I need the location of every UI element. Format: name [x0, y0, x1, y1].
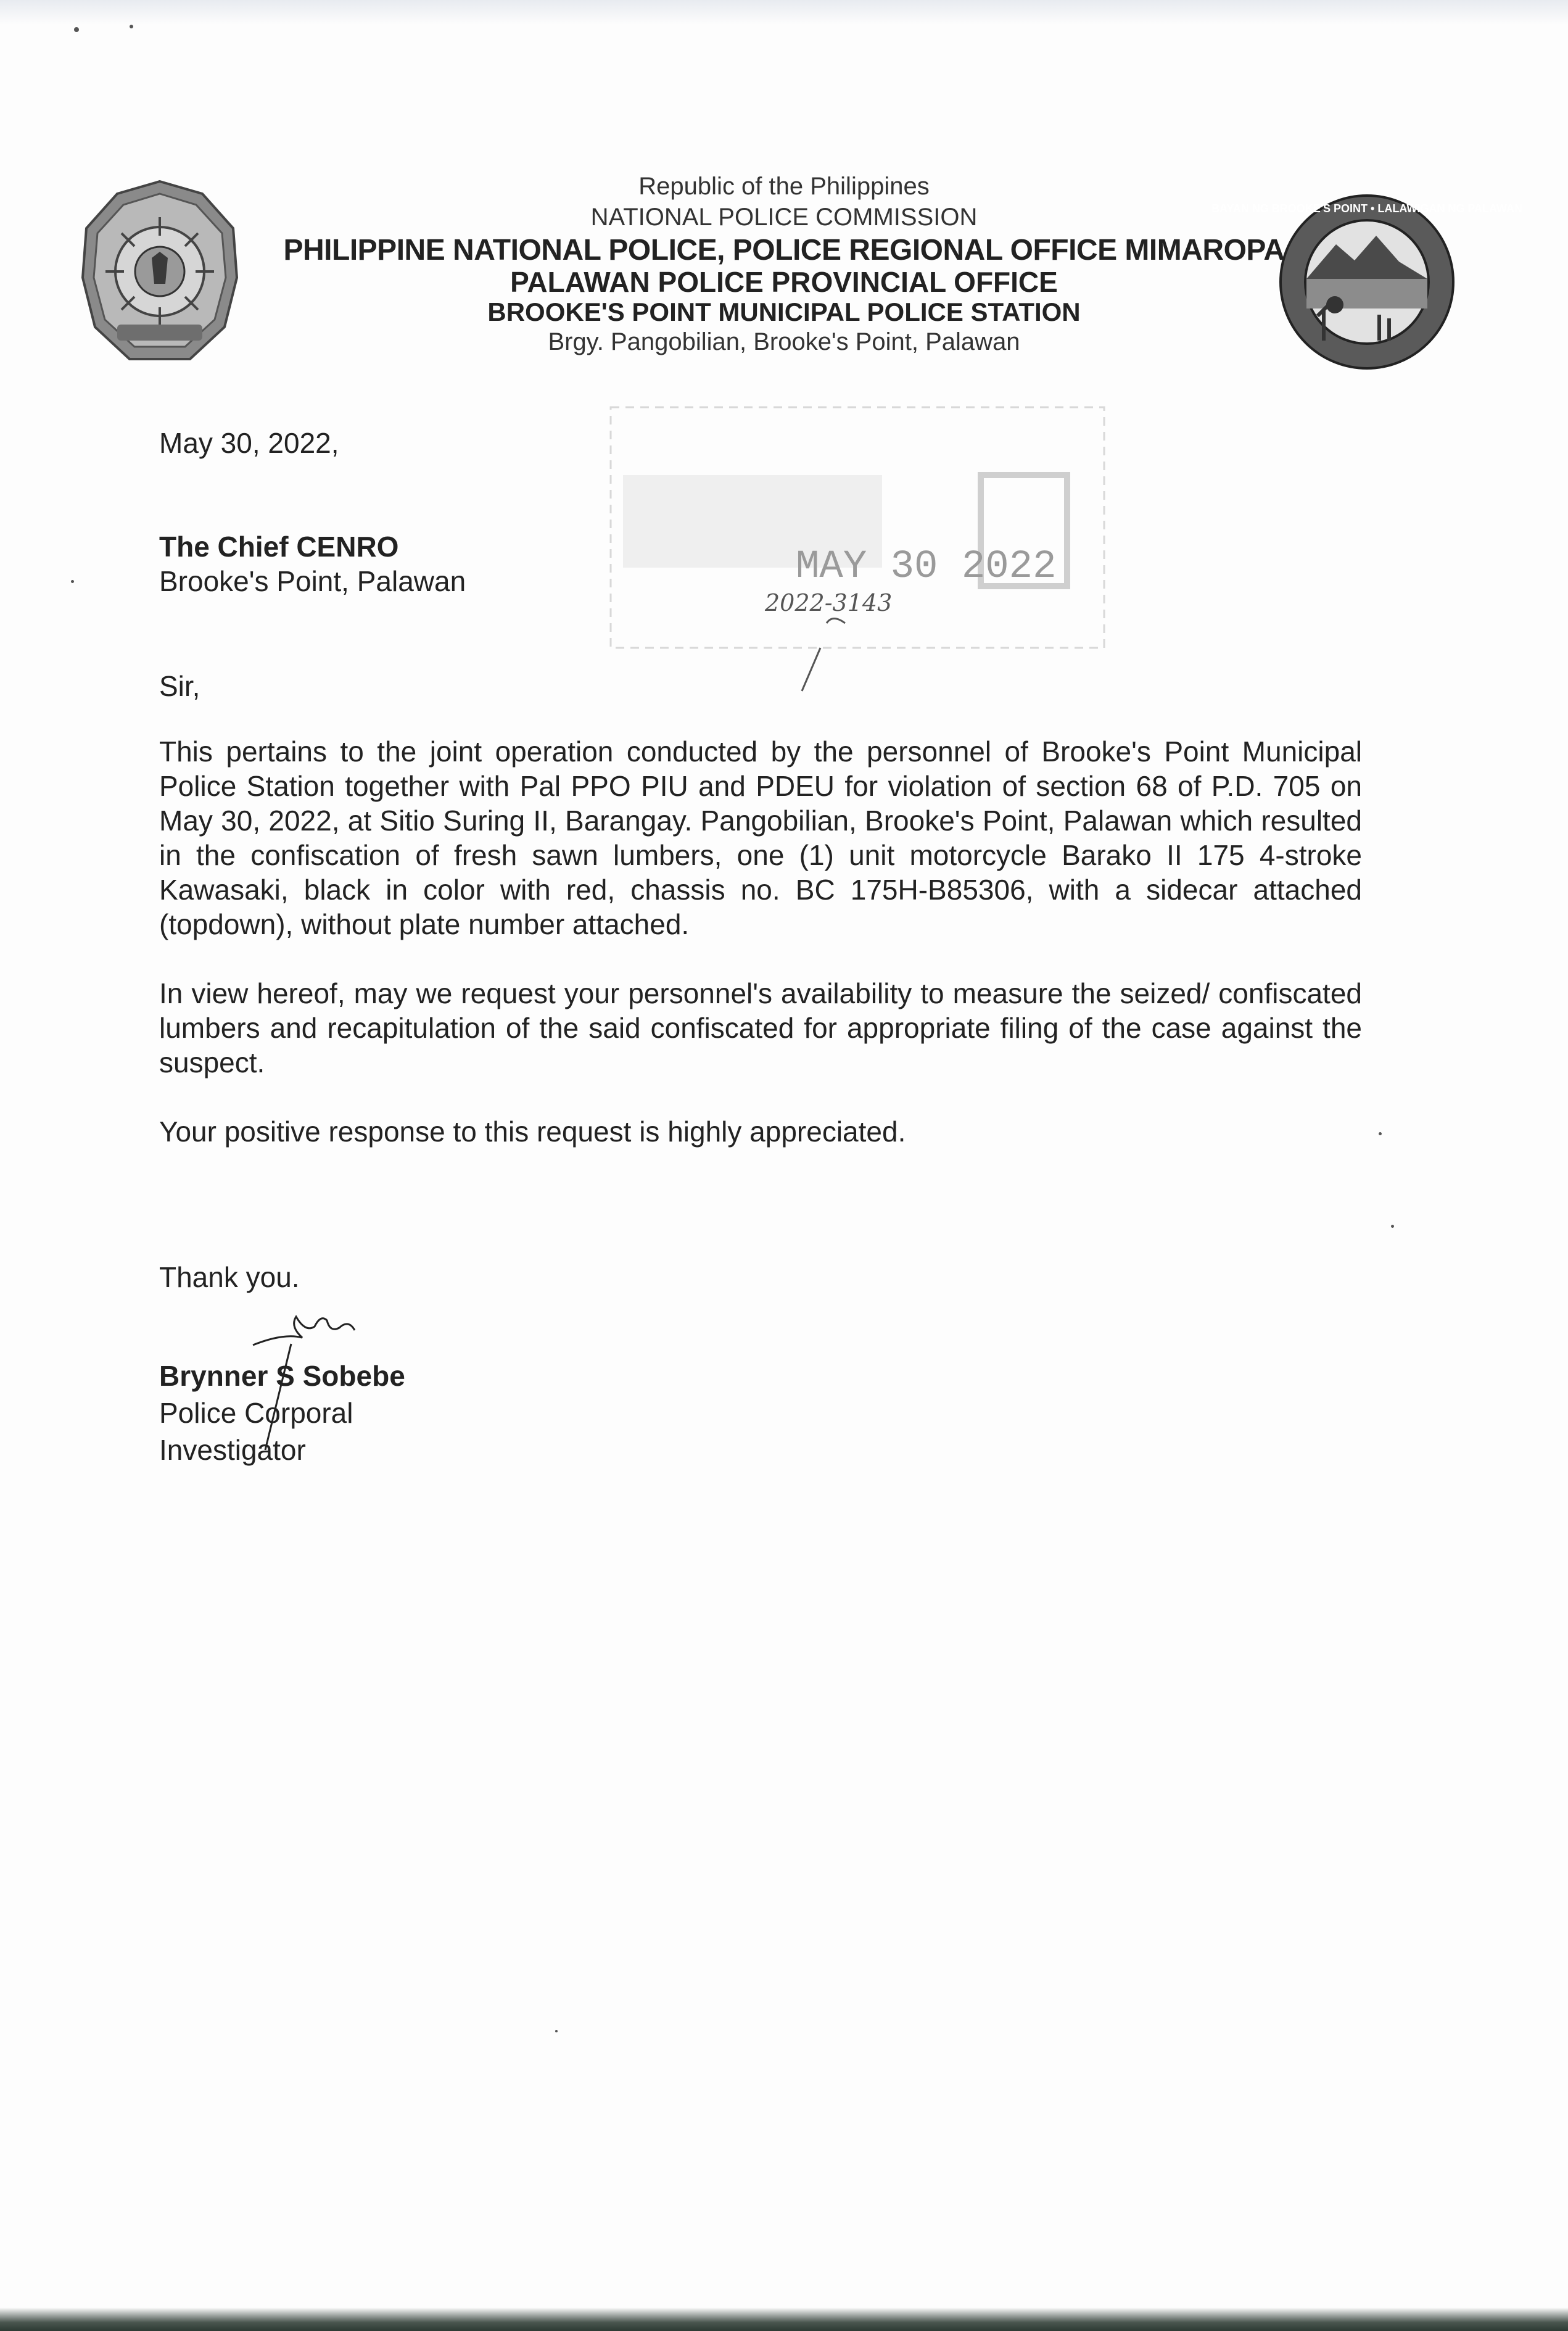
- header-pnp-region: PHILIPPINE NATIONAL POLICE, POLICE REGIONAL OFFICE MIMAROPA: [283, 234, 1285, 267]
- header-provincial-office: PALAWAN POLICE PROVINCIAL OFFICE: [510, 266, 1058, 298]
- scan-shadow-top: [0, 0, 1568, 25]
- scan-shadow-bottom: [0, 2308, 1568, 2331]
- header-republic: Republic of the Philippines: [638, 173, 930, 200]
- body-paragraph-3: Your positive response to this request is highly appreciated.: [159, 1116, 906, 1148]
- scan-speck: [130, 25, 133, 28]
- scan-speck: [555, 2030, 558, 2032]
- signatory-rank: Police Corporal: [159, 1397, 353, 1429]
- signatory-position: Investigator: [159, 1434, 306, 1466]
- letter-date: May 30, 2022,: [159, 427, 339, 459]
- stamp-date: MAY 30 2022: [796, 545, 1057, 589]
- scan-speck: [1379, 1132, 1382, 1135]
- closing-line: Thank you.: [159, 1261, 300, 1293]
- header-station: BROOKE'S POINT MUNICIPAL POLICE STATION: [487, 297, 1081, 326]
- brookes-point-seal-icon: [1211, 193, 1522, 371]
- header-address: Brgy. Pangobilian, Brooke's Point, Palawan: [548, 328, 1020, 355]
- scan-speck: [74, 27, 79, 32]
- header-napolcom: NATIONAL POLICE COMMISSION: [590, 204, 978, 231]
- stamp-number: 2022-3143: [765, 589, 893, 616]
- scan-speck: [1391, 1225, 1394, 1228]
- body-paragraph-1: This pertains to the joint operation conducted by the personnel of Brooke's Point Municipal Police Station together with Pal PPO PIU and PDEU for violation of section 68 of P.D. 705 on May 30, 2022, at Sitio Suring II, Barangay. Pangobilian, Brooke's Point, Palawan which resulted in the confiscation of fresh sawn lumbers, one (1) unit motorcycle Barako II 175 4-stroke Kawasaki, black in color with red, chassis no. BC 175H-B85306, with a sidecar attached (topdown), without plate number attached.: [159, 735, 1362, 940]
- seal-ring-text: BAYAN NG BROOKE'S POINT • LALAWIGAN NG PALAWAN: [1211, 202, 1522, 215]
- recipient-address: Brooke's Point, Palawan: [159, 565, 466, 597]
- scan-speck: [71, 580, 74, 583]
- recipient-block: [159, 529, 1362, 598]
- body-paragraph-2: In view hereof, may we request your personnel's availability to measure the seized/ confiscated lumbers and recapitulation of the said confiscated for appropriate filing of the case against the suspect.: [159, 977, 1362, 1079]
- recipient-name: The Chief CENRO: [159, 531, 399, 563]
- signatory-name: Brynner S Sobebe: [159, 1360, 405, 1392]
- salutation: Sir,: [159, 670, 200, 702]
